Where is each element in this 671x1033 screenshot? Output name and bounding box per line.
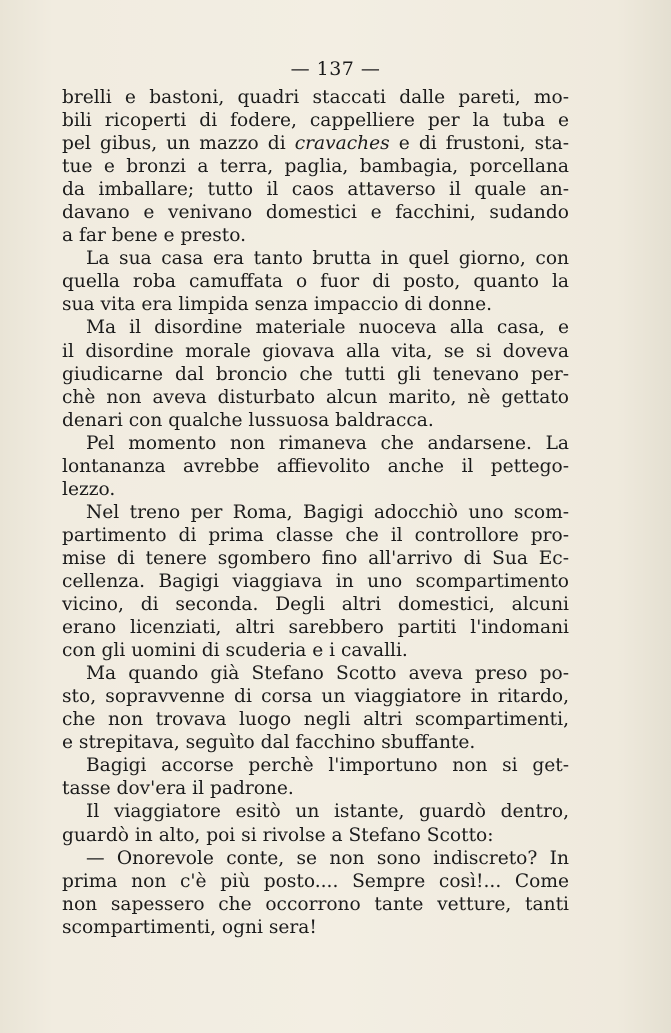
- italic-word: cravaches: [294, 133, 390, 155]
- text-line: scompartimenti, ogni sera!: [62, 916, 317, 938]
- text-line: vicino, di seconda. Degli altri domestici, alcuni: [62, 594, 569, 616]
- text-line: prima non c'è più posto.... Sempre così!... Come: [62, 870, 569, 892]
- text-line: tue e bronzi a terra, paglia, bambagia, porcellana: [62, 156, 569, 178]
- text-line: Nel treno per Roma, Bagigi adocchiò uno scom-: [86, 501, 569, 523]
- text-segment: pel gibus, un mazzo di: [62, 133, 295, 155]
- text-line: lezzo.: [62, 478, 116, 500]
- text-line: tasse dov'era il padrone.: [62, 778, 294, 800]
- text-line: che non trovava luogo negli altri scompartimenti,: [62, 709, 569, 731]
- text-line: La sua casa era tanto brutta in quel giorno, con: [86, 248, 569, 270]
- text-line: non sapessero che occorrono tante vetture, tanti: [62, 893, 569, 915]
- text-line: [62, 132, 569, 155]
- body-text: [62, 86, 569, 939]
- text-segment: e di frustoni, sta-: [389, 133, 569, 155]
- text-line: con gli uomini di scuderia e i cavalli.: [62, 640, 408, 662]
- text-line: sto, sopravvenne di corsa un viaggiatore in ritardo,: [62, 686, 569, 708]
- text-line: e strepitava, seguìto dal facchino sbuffante.: [62, 732, 476, 754]
- text-line: guardò in alto, poi si rivolse a Stefano Scotto:: [62, 824, 494, 846]
- text-line: chè non aveva disturbato alcun marito, nè gettato: [62, 386, 569, 408]
- text-line: quella roba camuffata o fuor di posto, quanto la: [62, 271, 569, 293]
- text-line: mise di tenere sgombero fino all'arrivo di Sua Ec-: [62, 547, 569, 569]
- text-line: davano e venivano domestici e facchini, sudando: [62, 202, 569, 224]
- page-number: — 137 —: [290, 58, 381, 80]
- text-line: il disordine morale giovava alla vita, se si doveva: [62, 340, 569, 362]
- text-line: denari con qualche lussuosa baldracca.: [62, 409, 434, 431]
- text-line: cellenza. Bagigi viaggiava in uno scompartimento: [62, 570, 569, 592]
- text-line: Pel momento non rimaneva che andarsene. La: [86, 432, 569, 454]
- text-line: erano licenziati, altri sarebbero partiti l'indomani: [62, 617, 569, 639]
- text-line: giudicarne dal broncio che tutti gli tenevano per-: [62, 363, 569, 385]
- text-line: — Onorevole conte, se non sono indiscreto? In: [86, 847, 569, 869]
- text-line: a far bene e presto.: [62, 225, 247, 247]
- text-line: partimento di prima classe che il controllore pro-: [62, 524, 569, 546]
- text-line: Bagigi accorse perchè l'importuno non si get-: [86, 755, 569, 777]
- text-line: Ma il disordine materiale nuoceva alla casa, e: [86, 317, 569, 339]
- text-line: Il viaggiatore esitò un istante, guardò dentro,: [86, 801, 569, 823]
- text-line: Ma quando già Stefano Scotto aveva preso po-: [86, 663, 569, 685]
- text-line: brelli e bastoni, quadri staccati dalle pareti, mo-: [62, 87, 569, 108]
- text-line: bili ricoperti di fodere, cappelliere per la tuba e: [62, 110, 569, 132]
- text-line: da imballare; tutto il caos attaverso il quale an-: [62, 179, 569, 201]
- text-line: sua vita era limpida senza impaccio di donne.: [62, 294, 493, 316]
- text-line: lontananza avrebbe affievolito anche il pettego-: [62, 455, 569, 477]
